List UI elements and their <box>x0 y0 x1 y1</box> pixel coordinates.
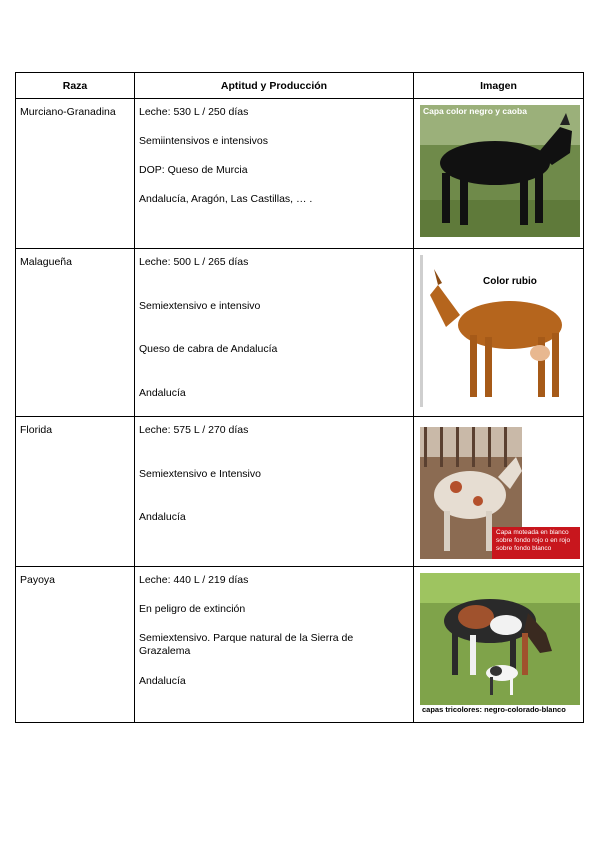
production-line: Semiextensivo e Intensivo <box>139 468 261 480</box>
production-line: Semiintensivos e intensivos <box>139 135 268 147</box>
production-line: Leche: 575 L / 270 días <box>139 424 249 436</box>
header-aptitud-label: Aptitud y Producción <box>220 79 328 92</box>
table-row-1-production <box>135 99 414 249</box>
tricolor-goat-photo <box>420 573 580 705</box>
production-line: Semiextensivo e intensivo <box>139 300 261 312</box>
production-line: DOP: Queso de Murcia <box>139 164 248 176</box>
table-row-3-image <box>414 417 584 567</box>
production-line: Leche: 500 L / 265 días <box>139 256 249 268</box>
header-aptitud <box>135 73 414 99</box>
table-row-3-production <box>135 417 414 567</box>
image-caption: Color rubio <box>483 276 537 287</box>
table-row-1-image <box>414 99 584 249</box>
header-imagen-label: Imagen <box>480 79 517 92</box>
table-row-4-image <box>414 567 584 723</box>
image-caption: Capa color negro y caoba <box>423 106 527 116</box>
production-line: Leche: 440 L / 219 días <box>139 574 249 586</box>
table-row-4-production <box>135 567 414 723</box>
table-row-3-breed <box>16 417 135 567</box>
table-row-2-image <box>414 249 584 417</box>
table-row-2-production <box>135 249 414 417</box>
breed-name: Malagueña <box>20 256 72 268</box>
table-row-4-breed <box>16 567 135 723</box>
production-line: Andalucía <box>139 511 186 523</box>
production-line: Andalucía <box>139 675 186 687</box>
production-line: En peligro de extinción <box>139 603 246 615</box>
table-row-1-breed <box>16 99 135 249</box>
table-row-2-breed <box>16 249 135 417</box>
breeds-table <box>15 72 584 723</box>
production-line: Andalucía <box>139 387 186 399</box>
production-line: Leche: 530 L / 250 días <box>139 106 249 118</box>
breed-name: Payoya <box>20 574 56 586</box>
header-imagen <box>414 73 584 99</box>
blonde-goat-photo <box>420 255 580 407</box>
production-line: Andalucía, Aragón, Las Castillas, … . <box>139 193 313 205</box>
image-caption: capas tricolores: negro-colorado-blanco <box>422 705 566 714</box>
spotted-goat-photo <box>420 427 580 559</box>
header-raza <box>16 73 135 99</box>
black-goat-photo <box>420 105 580 237</box>
header-raza-label: Raza <box>62 79 88 92</box>
breed-name: Murciano-Granadina <box>20 106 116 118</box>
breed-name: Florida <box>20 424 53 436</box>
production-line: Semiextensivo. Parque natural de la Sierra de Grazalema <box>139 632 354 657</box>
production-line: Queso de cabra de Andalucía <box>139 343 278 355</box>
image-caption: Capa moteada en blanco sobre fondo rojo o en rojo sobre fondo blanco <box>496 529 571 552</box>
